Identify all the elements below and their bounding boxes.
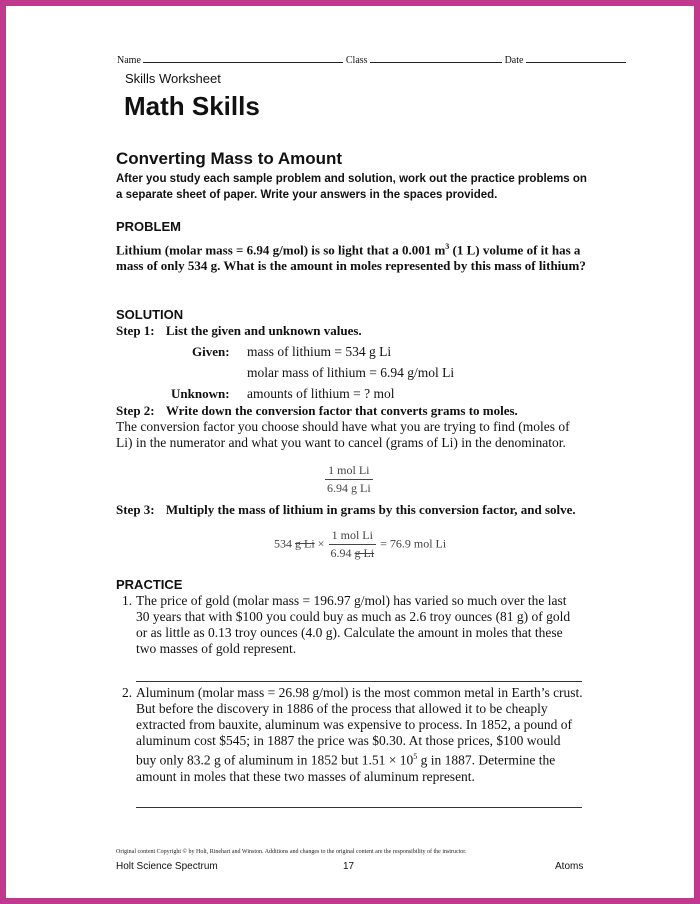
footer-book: Holt Science Spectrum	[116, 861, 218, 872]
practice-1-text: The price of gold (molar mass = 196.97 g/mol) has varied so much over the last 30 years that with $100 you could buy as much as 2.6 troy ounces (81 g) of gold or as little as 0.13 troy ounces (4.0 g). Calculate the amount in moles that these two masses of gold represent.	[136, 593, 571, 656]
worksheet-page	[6, 6, 694, 898]
solution-heading: SOLUTION	[116, 307, 184, 322]
problem-heading: PROBLEM	[116, 219, 181, 234]
calc-denominator-value: 6.94	[330, 546, 352, 560]
given-line-1: mass of lithium = 534 g Li	[247, 344, 392, 359]
date-blank[interactable]	[526, 52, 626, 63]
step1	[116, 323, 362, 339]
calc-mass: 534	[274, 536, 292, 551]
step3-text: Multiply the mass of lithium in grams by this conversion factor, and solve.	[165, 502, 576, 517]
section-title: Converting Mass to Amount	[116, 149, 343, 168]
class-blank[interactable]	[370, 52, 502, 63]
class-label: Class	[345, 55, 368, 66]
fraction-denominator: 6.94 g Li	[327, 481, 371, 495]
fraction-numerator: 1 mol Li	[325, 463, 372, 480]
answer-line-1[interactable]	[136, 681, 582, 682]
practice-2-text-a: Aluminum (molar mass = 26.98 g/mol) is the most common metal in Earth’s crust. But before the discovery in 1886 of the process that allowed it to be cheaply extracted from bauxite, aluminum was expensive to process. In 1852, a pound of aluminum cost $545; in 1887 the price was $0.30. At those prices, $100 would buy only 83.2 g of aluminum in 1852 but 1.51 × 10	[136, 685, 583, 768]
step3	[116, 502, 594, 518]
sheet-type: Skills Worksheet	[125, 71, 221, 86]
step2-explanation: The conversion factor you choose should have what you are trying to find (moles of Li) in the numerator and what you want to cancel (grams of Li) in the denominator.	[116, 419, 570, 450]
calculation	[274, 528, 446, 561]
unknown-label: Unknown:	[171, 386, 230, 401]
problem-sup: 3	[445, 242, 450, 251]
calc-numerator: 1 mol Li	[329, 528, 376, 545]
calc-result: = 76.9 mol Li	[380, 536, 447, 551]
conversion-fraction	[324, 463, 374, 496]
problem-text-b: (1 L) volume of it has a mass of only 534 g. What is the amount in moles represented by this mass of lithium?	[116, 242, 586, 274]
given-line-2: molar mass of lithium = 6.94 g/mol Li	[247, 365, 455, 380]
practice-heading: PRACTICE	[116, 577, 183, 592]
problem-text-a: Lithium (molar mass = 6.94 g/mol) is so light that a 0.001 m	[116, 242, 446, 258]
problem-text	[116, 239, 594, 274]
practice-2-text-b: g in 1887. Determine the amount in moles that these two masses of aluminum represent.	[136, 752, 556, 784]
step3-label: Step 3:	[116, 502, 155, 517]
name-label: Name	[117, 55, 141, 66]
step2	[116, 403, 518, 419]
calc-denominator-unit: g Li	[354, 546, 375, 560]
practice-2-text	[136, 685, 583, 785]
practice-1-number: 1.	[122, 593, 133, 608]
instructions: After you study each sample problem and solution, work out the practice problems on a separate sheet of paper. Write your answers in the spaces provided.	[116, 173, 587, 201]
calc-denominator	[327, 545, 377, 561]
header-fields	[117, 52, 626, 66]
calc-times: ×	[317, 536, 325, 551]
conversion-factor	[324, 463, 374, 496]
given-label: Given:	[192, 344, 230, 359]
step1-text: List the given and unknown values.	[165, 323, 362, 338]
unknown-value: amounts of lithium = ? mol	[247, 386, 395, 401]
footer-page-number: 17	[343, 861, 355, 872]
step2-label: Step 2:	[116, 403, 155, 418]
date-label: Date	[504, 55, 524, 66]
copyright-note: Original content Copyright © by Holt, Rinehart and Winston. Additions and changes to the original content are the responsibility of the instructor.	[116, 849, 467, 855]
practice-2-number: 2.	[122, 685, 133, 700]
calc-fraction	[327, 528, 377, 561]
step2-text: Write down the conversion factor that converts grams to moles.	[165, 403, 518, 418]
practice-2-sup: 5	[413, 752, 418, 761]
answer-line-2[interactable]	[136, 807, 582, 808]
step1-label: Step 1:	[116, 323, 155, 338]
footer-chapter: Atoms	[555, 861, 584, 872]
calc-mass-unit: g Li	[295, 536, 315, 551]
name-blank[interactable]	[143, 52, 343, 63]
page-title: Math Skills	[124, 91, 260, 121]
